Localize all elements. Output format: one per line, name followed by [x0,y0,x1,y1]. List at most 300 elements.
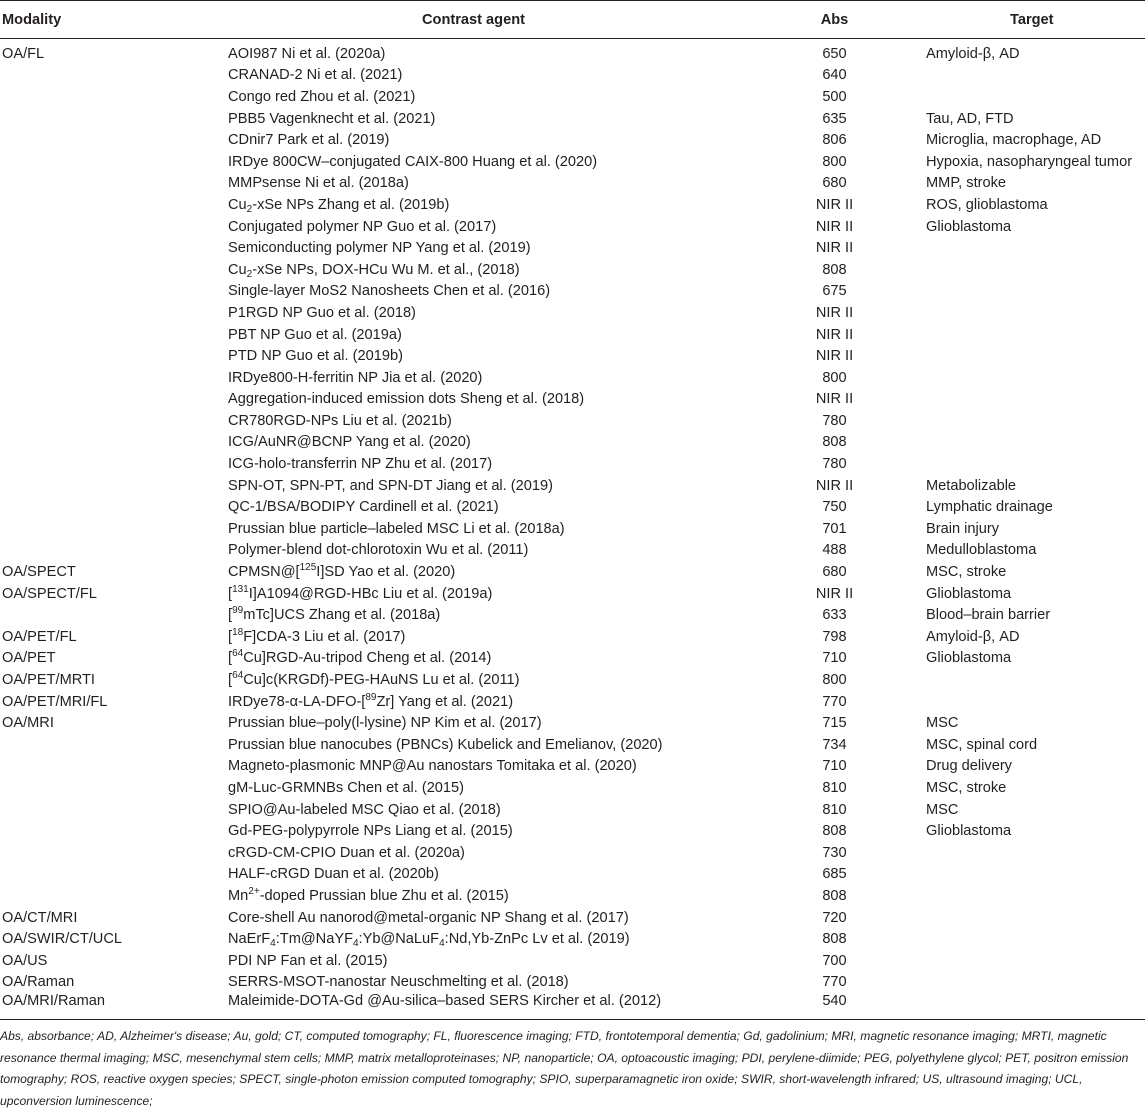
cell-modality [0,820,228,842]
cell-contrast-agent [228,734,783,756]
cell-abs: 780 [822,456,847,473]
agent-text: HALF-cRGD Duan et al. (2020b) [228,866,439,883]
agent-superscript: 131 [232,583,249,595]
cell-contrast-agent [228,410,783,432]
cell-contrast-agent [228,669,783,691]
agent-text: PTD NP Guo et al. (2019b) [228,348,403,365]
cell-modality [0,345,228,367]
cell-target: Tau, AD, FTD [926,110,1014,127]
agent-text: cRGD-CM-CPIO Duan et al. (2020a) [228,844,465,861]
table-row [0,86,1145,108]
table-row [0,626,1145,648]
agent-text: CRANAD-2 Ni et al. (2021) [228,67,403,84]
cell-contrast-agent [228,583,783,605]
cell-modality: OA/MRI [2,715,54,732]
agent-text: gM-Luc-GRMNBs Chen et al. (2015) [228,779,465,796]
cell-modality [0,453,228,475]
agent-text: Gd-PEG-polypyrrole NPs Liang et al. (2015) [228,823,513,840]
cell-abs: 488 [822,542,847,559]
cell-abs: 650 [822,45,847,62]
agent-text: mTc]UCS Zhang et al. (2018a) [243,607,441,624]
cell-contrast-agent [228,496,783,518]
cell-target [926,907,1145,929]
table-row [0,173,1145,195]
table-row [0,583,1145,605]
cell-contrast-agent [228,691,783,713]
cell-target: Glioblastoma [926,585,1012,602]
agent-text: Congo red Zhou et al. (2021) [228,88,416,105]
agent-text: -xSe NPs Zhang et al. (2019b) [252,196,450,213]
cell-abs: 800 [822,369,847,386]
cell-abs: 800 [822,153,847,170]
cell-modality: OA/CT/MRI [2,909,78,926]
cell-target: MSC [926,801,959,818]
cell-target [926,842,1145,864]
cell-abs: 808 [822,931,847,948]
table-row [0,65,1145,87]
cell-abs: NIR II [815,304,854,321]
agent-text: PBB5 Vagenknecht et al. (2021) [228,110,436,127]
agent-text: Conjugated polymer NP Guo et al. (2017) [228,218,497,235]
cell-abs: 675 [822,283,847,300]
agent-text: :Tm@NaYF [275,931,353,948]
cell-contrast-agent [228,345,783,367]
agent-subscript: 2 [246,268,253,280]
cell-modality [0,367,228,389]
cell-contrast-agent [228,367,783,389]
agent-text: :Yb@NaLuF [358,931,440,948]
cell-target: Glioblastoma [926,650,1012,667]
table-row [0,950,1145,972]
cell-modality: OA/Raman [2,974,75,991]
cell-target [926,389,1145,411]
cell-abs: 800 [822,672,847,689]
agent-text: ICG/AuNR@BCNP Yang et al. (2020) [228,434,471,451]
table-row [0,39,1145,65]
header-modality: Modality [0,1,228,39]
cell-abs: 808 [822,261,847,278]
cell-target: MSC, spinal cord [926,736,1038,753]
cell-abs: 710 [822,758,847,775]
header-abs: Abs [783,1,926,39]
agent-text: Maleimide-DOTA-Gd @Au-silica–based SERS Kircher et al. (2012) [228,993,662,1010]
table-row [0,518,1145,540]
table-row [0,281,1145,303]
table-row [0,151,1145,173]
agent-text: SPIO@Au-labeled MSC Qiao et al. (2018) [228,801,501,818]
cell-contrast-agent [228,604,783,626]
cell-abs: NIR II [815,196,854,213]
cell-modality [0,173,228,195]
cell-target [926,259,1145,281]
cell-modality [0,281,228,303]
cell-target [926,281,1145,303]
cell-modality [0,194,228,216]
cell-contrast-agent [228,86,783,108]
agent-text: IRDye78-α-LA-DFO-[ [228,693,366,710]
cell-modality [0,885,228,907]
agent-text: Polymer-blend dot-chlorotoxin Wu et al. (2011) [228,542,529,559]
cell-target: Metabolizable [926,477,1017,494]
cell-abs: 720 [822,909,847,926]
agent-superscript: 64 [232,648,244,660]
table-row [0,453,1145,475]
agent-text: [ [228,672,233,689]
cell-contrast-agent [228,302,783,324]
cell-modality [0,237,228,259]
cell-target [926,324,1145,346]
cell-modality [0,324,228,346]
cell-contrast-agent [228,108,783,130]
cell-modality [0,65,228,87]
table-row [0,324,1145,346]
table-row [0,108,1145,130]
table-row [0,712,1145,734]
agent-text: PBT NP Guo et al. (2019a) [228,326,402,343]
cell-modality: OA/SWIR/CT/UCL [2,931,122,948]
agent-text: Single-layer MoS2 Nanosheets Chen et al. (2016) [228,283,551,300]
cell-contrast-agent [228,972,783,994]
cell-target: MSC, stroke [926,564,1007,581]
table-row [0,907,1145,929]
table-row [0,885,1145,907]
agent-text: CPMSN@[ [228,564,300,581]
cell-modality: OA/PET/FL [2,628,77,645]
table-row [0,540,1145,562]
cell-target [926,885,1145,907]
cell-contrast-agent [228,993,783,1020]
cell-target [926,410,1145,432]
cell-contrast-agent [228,561,783,583]
agent-superscript: 2+ [248,885,260,897]
cell-target: Glioblastoma [926,218,1012,235]
cell-target [926,432,1145,454]
cell-abs: NIR II [815,477,854,494]
cell-target: MMP, stroke [926,175,1007,192]
cell-abs: 635 [822,110,847,127]
agent-text: I]SD Yao et al. (2020) [316,564,456,581]
agent-text: MMPsense Ni et al. (2018a) [228,175,409,192]
cell-contrast-agent [228,950,783,972]
table-row [0,777,1145,799]
cell-modality: OA/MRI/Raman [0,993,228,1020]
cell-contrast-agent [228,626,783,648]
cell-target: Microglia, macrophage, AD [926,132,1102,149]
cell-contrast-agent [228,432,783,454]
agent-text: Mn [228,887,249,904]
table-row [0,756,1145,778]
agent-text: Cu]c(KRGDf)-PEG-HAuNS Lu et al. (2011) [243,672,520,689]
agent-text: -xSe NPs, DOX-HCu Wu M. et al., (2018) [252,261,520,278]
agent-subscript: 4 [270,938,276,950]
agent-text: Cu [228,261,247,278]
table-row [0,928,1145,950]
agent-text: SERRS-MSOT-nanostar Neuschmelting et al. (2018) [228,974,569,991]
cell-target: ROS, glioblastoma [926,196,1048,213]
cell-target [926,367,1145,389]
cell-abs: NIR II [815,326,854,343]
cell-modality [0,410,228,432]
cell-abs: 808 [822,887,847,904]
cell-abs: 750 [822,499,847,516]
agent-text: CR780RGD-NPs Liu et al. (2021b) [228,412,452,429]
cell-contrast-agent [228,281,783,303]
cell-modality [0,86,228,108]
cell-modality [0,756,228,778]
cell-modality [0,540,228,562]
cell-contrast-agent [228,237,783,259]
agent-text: NaErF [228,931,271,948]
agent-subscript: 4 [439,938,445,950]
cell-contrast-agent [228,777,783,799]
cell-abs: 808 [822,434,847,451]
agent-text: Prussian blue–poly(l-lysine) NP Kim et al. (2017) [228,715,542,732]
cell-contrast-agent [228,194,783,216]
cell-target [926,345,1145,367]
table-row [0,864,1145,886]
agent-text: Semiconducting polymer NP Yang et al. (2019) [228,240,531,257]
header-row [0,1,1145,39]
cell-target [926,86,1145,108]
cell-abs: 715 [822,715,847,732]
cell-target [926,993,1145,1020]
cell-contrast-agent [228,129,783,151]
cell-target [926,864,1145,886]
cell-contrast-agent [228,842,783,864]
agent-text: [ [228,650,233,667]
cell-modality [0,604,228,626]
cell-target: Glioblastoma [926,823,1012,840]
cell-modality [0,842,228,864]
cell-abs: 633 [822,607,847,624]
table-row [0,648,1145,670]
cell-modality [0,129,228,151]
table-row [0,367,1145,389]
agent-subscript: 2 [246,203,253,215]
cell-abs: 700 [822,952,847,969]
agent-text: Prussian blue particle–labeled MSC Li et al. (2018a) [228,520,565,537]
cell-target [926,302,1145,324]
table-row [0,734,1145,756]
agent-text: [ [228,585,233,602]
table-row [0,129,1145,151]
cell-modality: OA/US [2,952,48,969]
cell-abs: 798 [822,628,847,645]
cell-contrast-agent [228,820,783,842]
cell-modality [0,518,228,540]
cell-abs: 680 [822,564,847,581]
table-row [0,410,1145,432]
cell-contrast-agent [228,518,783,540]
cell-modality [0,734,228,756]
table-body [0,39,1145,1020]
cell-target [926,972,1145,994]
cell-abs: NIR II [815,348,854,365]
agent-superscript: 125 [299,562,317,574]
agent-text: IRDye 800CW–conjugated CAIX-800 Huang et al. (2020) [228,153,598,170]
agent-text: CDnir7 Park et al. (2019) [228,132,390,149]
cell-contrast-agent [228,928,783,950]
cell-abs: 540 [783,993,926,1020]
cell-modality [0,151,228,173]
agent-text: :Nd,Yb-ZnPc Lv et al. (2019) [444,931,630,948]
table-row [0,993,1145,1020]
cell-modality: OA/PET [2,650,56,667]
table-row [0,389,1145,411]
cell-target: Lymphatic drainage [926,499,1053,516]
cell-abs: 780 [822,412,847,429]
cell-contrast-agent [228,712,783,734]
agent-text: P1RGD NP Guo et al. (2018) [228,304,416,321]
agent-text: Cu]RGD-Au-tripod Cheng et al. (2014) [243,650,492,667]
table-row [0,432,1145,454]
cell-abs: 810 [822,779,847,796]
cell-modality [0,432,228,454]
cell-contrast-agent [228,259,783,281]
cell-abs: 770 [822,693,847,710]
cell-contrast-agent [228,648,783,670]
agent-superscript: 64 [232,670,244,682]
agent-text: QC-1/BSA/BODIPY Cardinell et al. (2021) [228,499,499,516]
cell-modality [0,496,228,518]
table-row [0,496,1145,518]
header-contrast-agent: Contrast agent [228,1,783,39]
agent-text: Core-shell Au nanorod@metal-organic NP Shang et al. (2017) [228,909,629,926]
table-row [0,475,1145,497]
cell-contrast-agent [228,864,783,886]
cell-target: Brain injury [926,520,999,537]
cell-modality: OA/PET/MRI/FL [2,693,108,710]
table-row [0,691,1145,713]
agent-text: SPN-OT, SPN-PT, and SPN-DT Jiang et al. (2019) [228,477,553,494]
cell-contrast-agent [228,756,783,778]
cell-modality [0,259,228,281]
table-row [0,669,1145,691]
table-row [0,604,1145,626]
agent-text: PDI NP Fan et al. (2015) [228,952,388,969]
cell-contrast-agent [228,475,783,497]
cell-contrast-agent [228,907,783,929]
cell-abs: NIR II [815,391,854,408]
cell-target [926,453,1145,475]
cell-target [926,950,1145,972]
cell-target: MSC, stroke [926,779,1007,796]
cell-modality [0,777,228,799]
table-row [0,216,1145,238]
cell-target [926,65,1145,87]
agent-text: Prussian blue nanocubes (PBNCs) Kubelick and Emelianov, (2020) [228,736,663,753]
agent-superscript: 18 [232,626,244,638]
cell-abs: 500 [822,88,847,105]
agent-text: IRDye800-H-ferritin NP Jia et al. (2020) [228,369,483,386]
cell-target [926,928,1145,950]
agent-text: [ [228,607,233,624]
cell-target: MSC [926,715,959,732]
cell-target [926,669,1145,691]
cell-modality [0,475,228,497]
table-header [0,1,1145,39]
table-row [0,842,1145,864]
agent-superscript: 89 [365,691,377,703]
cell-target: Hypoxia, nasopharyngeal tumor [926,153,1133,170]
cell-contrast-agent [228,39,783,65]
cell-abs: NIR II [815,585,854,602]
agent-text: Magneto-plasmonic MNP@Au nanostars Tomitaka et al. (2020) [228,758,637,775]
cell-contrast-agent [228,540,783,562]
table-row [0,259,1145,281]
cell-target [926,237,1145,259]
agent-text: Cu [228,196,247,213]
cell-abs: 770 [822,974,847,991]
cell-abs: 701 [822,520,847,537]
cell-modality [0,799,228,821]
cell-modality [0,108,228,130]
agent-text: [ [228,628,233,645]
table-row [0,561,1145,583]
cell-abs: 806 [822,132,847,149]
cell-target: Drug delivery [926,758,1012,775]
cell-modality: OA/FL [2,45,45,62]
cell-modality [0,302,228,324]
cell-target: Blood–brain barrier [926,607,1051,624]
agent-text: AOI987 Ni et al. (2020a) [228,45,386,62]
table-row [0,820,1145,842]
table-row [0,345,1145,367]
cell-abs: 734 [822,736,847,753]
agent-text: Zr] Yang et al. (2021) [376,693,514,710]
cell-abs: 730 [822,844,847,861]
cell-contrast-agent [228,173,783,195]
cell-abs: 685 [822,866,847,883]
cell-target: Medulloblastoma [926,542,1037,559]
cell-abs: 710 [822,650,847,667]
cell-abs: NIR II [815,218,854,235]
cell-target: Amyloid-β, AD [926,45,1020,62]
table-row [0,799,1145,821]
cell-modality: OA/SPECT/FL [2,585,97,602]
agent-text: -doped Prussian blue Zhu et al. (2015) [259,887,509,904]
agent-text: F]CDA-3 Liu et al. (2017) [243,628,406,645]
table-row [0,302,1145,324]
table-row [0,237,1145,259]
agent-text: Aggregation-induced emission dots Sheng et al. (2018) [228,391,585,408]
cell-target [926,691,1145,713]
cell-modality: OA/SPECT [2,564,76,581]
agent-text: I]A1094@RGD-HBc Liu et al. (2019a) [248,585,493,602]
cell-contrast-agent [228,324,783,346]
cell-contrast-agent [228,151,783,173]
cell-contrast-agent [228,885,783,907]
cell-target: Amyloid-β, AD [926,628,1020,645]
cell-modality: OA/PET/MRTI [2,672,95,689]
cell-abs: 680 [822,175,847,192]
table-row [0,194,1145,216]
table-footnote: Abs, absorbance; AD, Alzheimer's disease; Au, gold; CT, computed tomography; FL, fluorescence imaging; FTD, frontotemporal dementia; Gd, gadolinium; MRI, magnetic resonance imaging; MRTI, magnetic resonance thermal imaging; MSC, mesenchymal stem cells; MMP, matrix metalloproteinases; NP, nanoparticle; OA, optoacoustic imaging; PDI, perylene-diimide; PEG, polyethylene glycol; PET, positron emission tomography; ROS, reactive oxygen species; SPECT, single-photon emission computed tomography; SPIO, superparamagnetic iron oxide; SWIR, short-wavelength infrared; US, ultrasound imaging; UCL, upconversion luminescence; [0,1029,1129,1108]
cell-modality [0,389,228,411]
cell-contrast-agent [228,216,783,238]
cell-contrast-agent [228,453,783,475]
cell-contrast-agent [228,65,783,87]
cell-contrast-agent [228,799,783,821]
cell-abs: 808 [822,823,847,840]
table-row [0,972,1145,994]
agent-superscript: 99 [232,605,244,617]
cell-modality [0,864,228,886]
cell-abs: 810 [822,801,847,818]
agent-text: ICG-holo-transferrin NP Zhu et al. (2017) [228,456,493,473]
cell-contrast-agent [228,389,783,411]
cell-abs: NIR II [815,240,854,257]
